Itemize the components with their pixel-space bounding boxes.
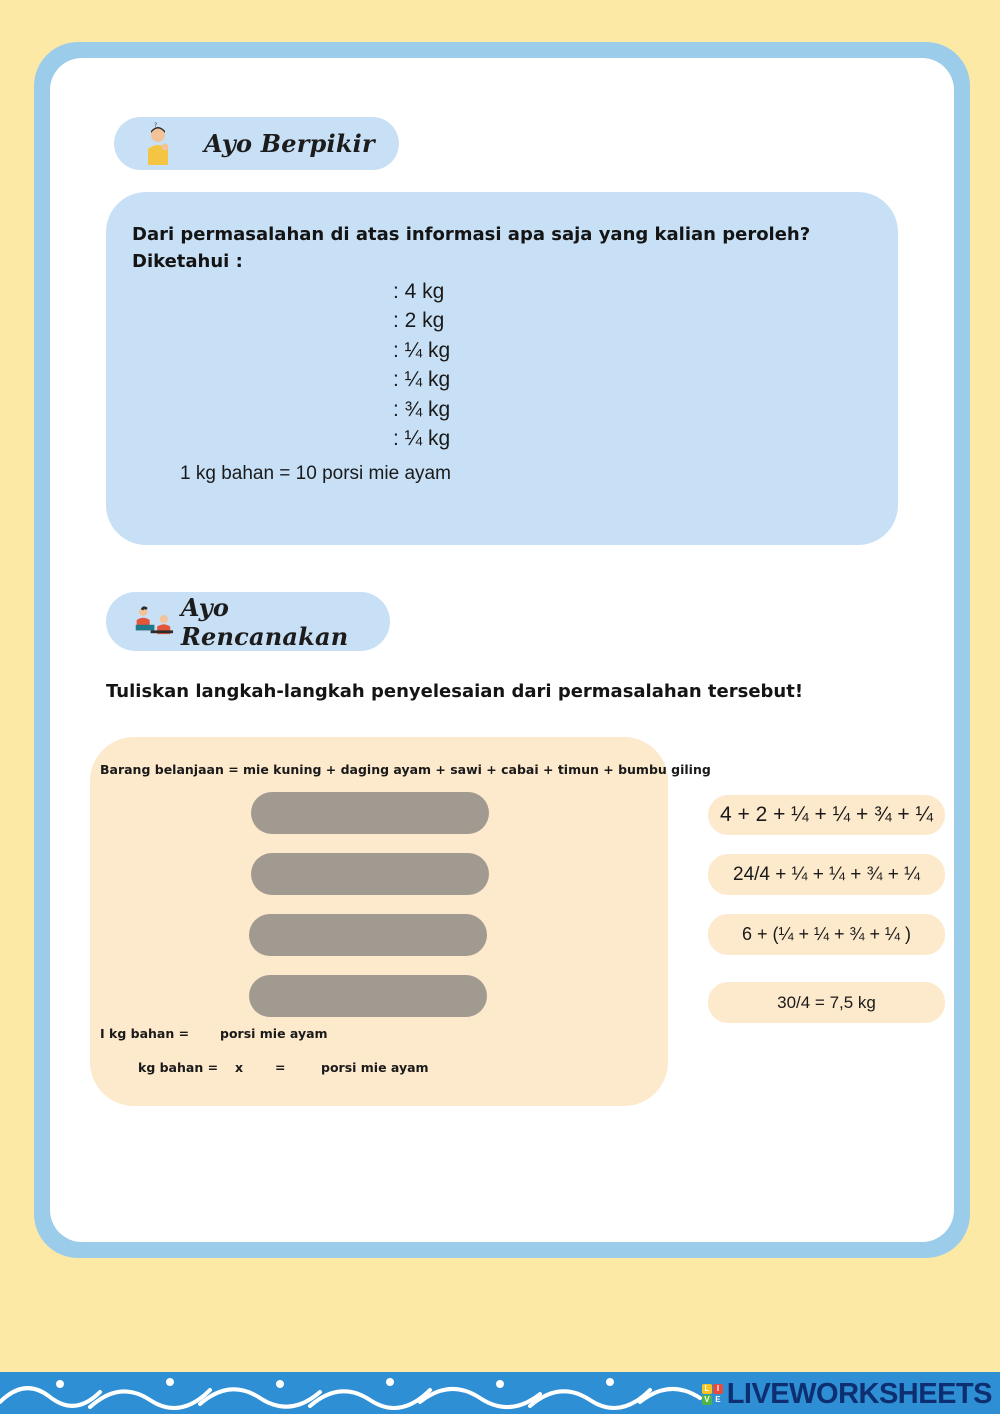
thinking-person-icon bbox=[138, 121, 178, 167]
section-header-berpikir bbox=[114, 117, 399, 170]
liveworksheets-logo[interactable] bbox=[702, 1376, 992, 1412]
instruction-text: Tuliskan langkah-langkah penyelesaian dari permasalahan tersebut! bbox=[106, 681, 804, 702]
brand-text: LIVEWORKSHEETS bbox=[726, 1377, 992, 1410]
answer-chip[interactable]: 6 + (¼ + ¼ + ¾ + ¼ ) bbox=[708, 914, 945, 955]
section-header-rencanakan bbox=[106, 592, 390, 651]
shopping-formula: Barang belanjaan = mie kuning + daging ayam + sawi + cabai + timun + bumbu giling bbox=[100, 762, 711, 777]
kg-bahan-label: kg bahan = bbox=[138, 1060, 219, 1075]
svg-text:?: ? bbox=[154, 121, 158, 129]
porsi-label: porsi mie ayam bbox=[220, 1026, 328, 1041]
known-label: Diketahui : bbox=[132, 251, 243, 272]
known-value: : ¾ kg bbox=[393, 398, 451, 421]
times-sign: x bbox=[235, 1060, 244, 1075]
planning-people-icon bbox=[132, 605, 175, 639]
drop-slot-3[interactable] bbox=[249, 914, 487, 956]
drop-slot-4[interactable] bbox=[249, 975, 487, 1017]
porsi-label: porsi mie ayam bbox=[321, 1060, 429, 1075]
known-value: : ¼ kg bbox=[393, 339, 451, 362]
answer-chip[interactable]: 24/4 + ¼ + ¼ + ¾ + ¼ bbox=[708, 854, 945, 895]
drop-slot-2[interactable] bbox=[251, 853, 489, 895]
kg-bahan-label: I kg bahan = bbox=[100, 1026, 190, 1041]
known-value: : ¼ kg bbox=[393, 427, 451, 450]
known-value: : 2 kg bbox=[393, 309, 445, 332]
question-text: Dari permasalahan di atas informasi apa saja yang kalian peroleh? bbox=[132, 224, 811, 245]
answer-chip[interactable]: 30/4 = 7,5 kg bbox=[708, 982, 945, 1023]
known-value: : 4 kg bbox=[393, 280, 445, 303]
section-title: Ayo Rencanakan bbox=[180, 592, 349, 651]
conversion-rule: 1 kg bahan = 10 porsi mie ayam bbox=[180, 463, 451, 484]
drop-slot-1[interactable] bbox=[251, 792, 489, 834]
brand-icon: L I V E bbox=[702, 1384, 723, 1405]
known-value: : ¼ kg bbox=[393, 368, 451, 391]
equals-sign: = bbox=[275, 1060, 286, 1075]
section-title: Ayo Berpikir bbox=[204, 129, 375, 158]
answer-chip[interactable]: 4 + 2 + ¼ + ¼ + ¾ + ¼ bbox=[708, 795, 945, 835]
